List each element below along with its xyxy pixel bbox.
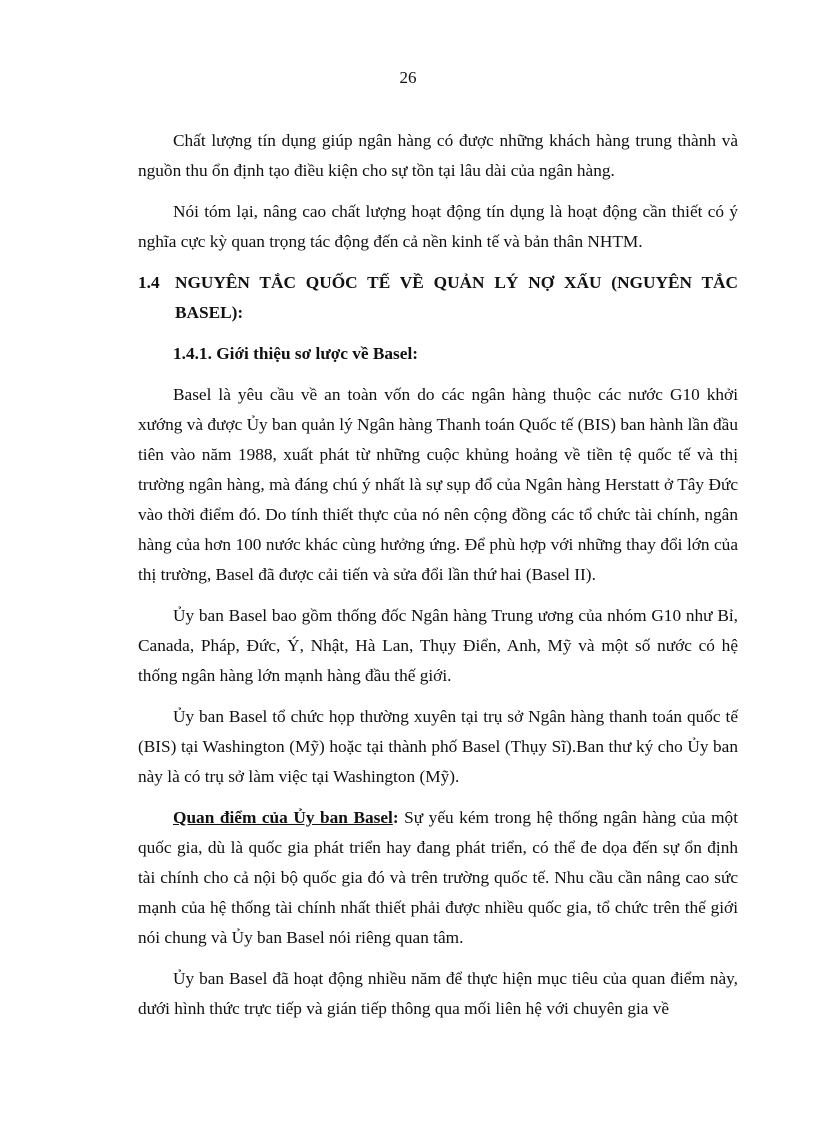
page-number: 26 [399,68,417,87]
viewpoint-lead: Quan điểm của Ủy ban Basel [173,808,393,827]
document-body [138,126,738,1035]
paragraph-basel-meetings: Ủy ban Basel tổ chức họp thường xuyên tại trụ sở Ngân hàng thanh toán quốc tế (BIS) tại Washington (Mỹ) hoặc tại thành phố Basel (Thụy Sĩ).Ban thư ký cho Ủy ban này là có trụ sở làm việc tại Washington (Mỹ). [138,707,738,786]
section-number: 1.4 [138,273,160,292]
paragraph-credit-quality: Chất lượng tín dụng giúp ngân hàng có được những khách hàng trung thành và nguồn thu ổn định tạo điều kiện cho sự tồn tại lâu dài của ngân hàng. [138,131,738,180]
paragraph-viewpoint [138,803,738,953]
paragraph-summary: Nói tóm lại, nâng cao chất lượng hoạt động tín dụng là hoạt động cần thiết có ý nghĩa cực kỳ quan trọng tác động đến cả nền kinh tế và bản thân NHTM. [138,202,738,251]
paragraph-basel-activity: Ủy ban Basel đã hoạt động nhiều năm để thực hiện mục tiêu của quan điểm này, dưới hình thức trực tiếp và gián tiếp thông qua mối liên hệ với chuyên gia về [138,969,738,1018]
section-title: NGUYÊN TẮC QUỐC TẾ VỀ QUẢN LÝ NỢ XẤU (NGUYÊN TẮC BASEL): [175,273,738,322]
paragraph-basel-members: Ủy ban Basel bao gồm thống đốc Ngân hàng Trung ương của nhóm G10 như Bỉ, Canada, Pháp, Đức, Ý, Nhật, Hà Lan, Thụy Điển, Anh, Mỹ và một số nước có hệ thống ngân hàng lớn mạnh hàng đầu thế giới. [138,606,738,685]
viewpoint-text: Sự yếu kém trong hệ thống ngân hàng của một quốc gia, dù là quốc gia phát triển hay đang phát triển, có thể đe dọa đến sự ổn định tài chính cho cả nội bộ quốc gia đó và trên trường quốc tế. Nhu cầu cần nâng cao sức mạnh của hệ thống tài chính nhất thiết phải được nhiều quốc gia, tổ chức trên thế giới nói chung và Ủy ban Basel nói riêng quan tâm. [138,808,739,947]
paragraph-basel-intro: Basel là yêu cầu về an toàn vốn do các ngân hàng thuộc các nước G10 khởi xướng và được Ủy ban quản lý Ngân hàng Thanh toán Quốc tế (BIS) ban hành lần đầu tiên vào năm 1988, xuất phát từ những cuộc khủng hoảng về tiền tệ quốc tế và thị trường ngân hàng, mà đáng chú ý nhất là sự sụp đổ của Ngân hàng Herstatt ở Tây Đức vào thời điểm đó. Do tính thiết thực của nó nên cộng đồng các tổ chức tài chính, ngân hàng của hơn 100 nước khác cùng hưởng ứng. Để phù hợp với những thay đổi lớn của thị trường, Basel đã được cải tiến và sửa đổi lần thứ hai (Basel II). [138,385,738,584]
section-heading [138,268,738,328]
viewpoint-colon: : [392,808,399,827]
subsection-heading: 1.4.1. Giới thiệu sơ lược về Basel: [173,344,419,363]
